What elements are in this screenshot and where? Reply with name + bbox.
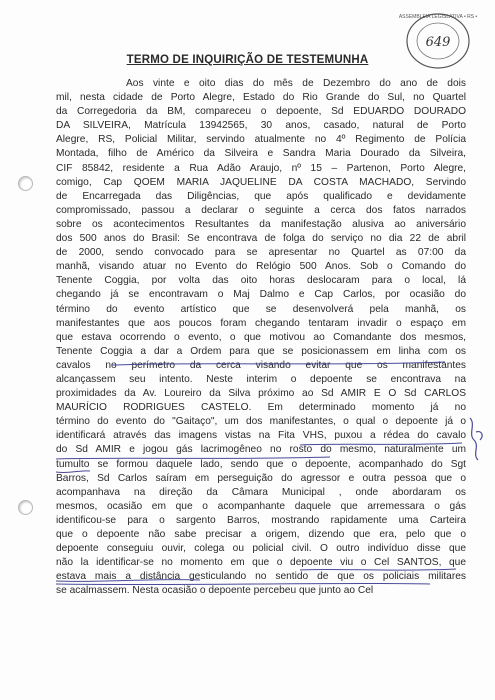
text-line: Tenente Coggia, por volta das oito horas deslocaram para o local, lá (56, 275, 466, 287)
text-line: dos 500 anos do Brasil: Se encontrava de folga do serviço no dia 22 de abril (56, 233, 466, 245)
margin-initials-signature (462, 410, 492, 470)
punch-hole-bottom (18, 500, 33, 515)
text-line: manifestantes que aos poucos foram chegando tentaram invadir o espaço em (56, 317, 466, 329)
text-line: do Sd AMIR e jogou gás lacrimogêneo no rosto do mesmo, naturalmente um (56, 444, 466, 456)
text-line: DA SILVEIRA, Matrícula 13942565, 30 anos, casado, natural de Porto (56, 120, 466, 132)
text-line: término do evento artístico que se desenvolverá pela manhã, os (56, 303, 466, 315)
text-line: sobre os acontecimentos Resultantes da manifestação alusiva ao aniversário (56, 218, 466, 230)
testimony-body (56, 77, 466, 598)
text-line: mil, nesta cidade de Porto Alegre, Estado do Rio Grande do Sul, no Quartel (56, 92, 466, 104)
text-line: chegando já se encontravam o Maj Dalmo e Cap Carlos, por ocasião do (56, 289, 466, 301)
text-line: estava mais a distância gesticulando no sentido de que os policiais militares (56, 571, 466, 583)
text-line: cavalos no perímetro da cerca visando evitar que os manifestantes (56, 359, 466, 371)
stamp-text: ASSEMBLEIA LEGISLATIVA • RS • (398, 14, 478, 20)
text-line: de Encarregada das Diligências, que após qualificado e devidamente (56, 190, 466, 202)
text-line: que o depoente não sabe precisar a origem, dizendo que era, pelo que o (56, 529, 466, 540)
text-line: Aos vinte e oito dias do mês de Dezembro do ano de dois (126, 78, 466, 89)
text-line: identificará através das imagens vistas na Fita VHS, puxou a rédea do cavalo (56, 430, 466, 442)
text-line: CIF 85842, residente a Rua Adão Araujo, nº 15 – Partenon, Porto Alegre, (56, 162, 466, 174)
text-line: manhã, visando atuar no Evento do Relógio 500 Anos. Sob o Comando do (56, 261, 466, 273)
text-line: alcançassem seu intento. Neste interim o depoente se encontrava na (56, 373, 466, 385)
page-title: TERMO DE INQUIRIÇÃO DE TESTEMUNHA (126, 54, 369, 66)
text-line: acompanhava na direção da Câmara Municipal , onde abordaram os (56, 486, 466, 498)
text-line: identificou-se para o sargento Barros, mostrando rapidamente uma Carteira (56, 514, 466, 526)
text-line: Tenente Coggia a dar a Ordem para que se posicionassem em linha com os (56, 345, 466, 357)
text-line: compromissado, passou a declarar o seguinte a cerca dos fatos narrados (56, 204, 466, 216)
text-line: MAURÍCIO RODRIGUES CASTELO. Em determinado momento já no (56, 402, 466, 414)
text-line: depoente conseguiu ouvir, colega ou policial civil. O outro indivíduo disse que (56, 543, 466, 555)
text-line: tumulto se formou daquele lado, sendo que o depoente, acompanhado do Sgt (56, 458, 466, 470)
text-line: de 2000, sendo convocado para se apresentar no Quartel as 07:00 da (56, 247, 466, 259)
text-line: mesmos, ocasião em que o acompanhante daquele que arremessara o gás (56, 500, 466, 512)
official-stamp (398, 10, 478, 77)
text-line: se acalmassem. Nesta ocasião o depoente percebeu que junto ao Cel (56, 585, 374, 597)
text-line: da Corregedoria da BM, compareceu o depoente, Sd EDUARDO DOURADO (56, 106, 466, 118)
punch-hole-top (18, 176, 33, 191)
text-line: Alegre, RS, Policial Militar, servindo atualmente no 4º Regimento de Polícia (56, 134, 466, 146)
text-line: Barros, Sd Carlos saíram em perseguição do agressor e outra pessoa que o (56, 472, 466, 484)
text-line: não la identificar-se no momento em que o depoente viu o Cel SANTOS, que (56, 557, 466, 569)
text-line: que estava ocorrendo o evento, o que motivou ao Comandante dos mesmos, (56, 331, 466, 343)
text-line: término do evento do "Gaitaço", um dos manifestantes, o qual o depoente já o (56, 416, 466, 428)
text-line: comigo, Cap QOEM MARIA JAQUELINE DA COSTA MACHADO, Servindo (56, 176, 466, 188)
text-line: Montada, filho de Américo da Silveira e Sandra Maria Dourado da Silveira, (56, 148, 466, 160)
text-line: proximidades da Av. Loureiro da Silva próximo ao Sd AMIR E O Sd CARLOS (56, 388, 466, 400)
stamp-page-number: 649 (425, 35, 451, 50)
